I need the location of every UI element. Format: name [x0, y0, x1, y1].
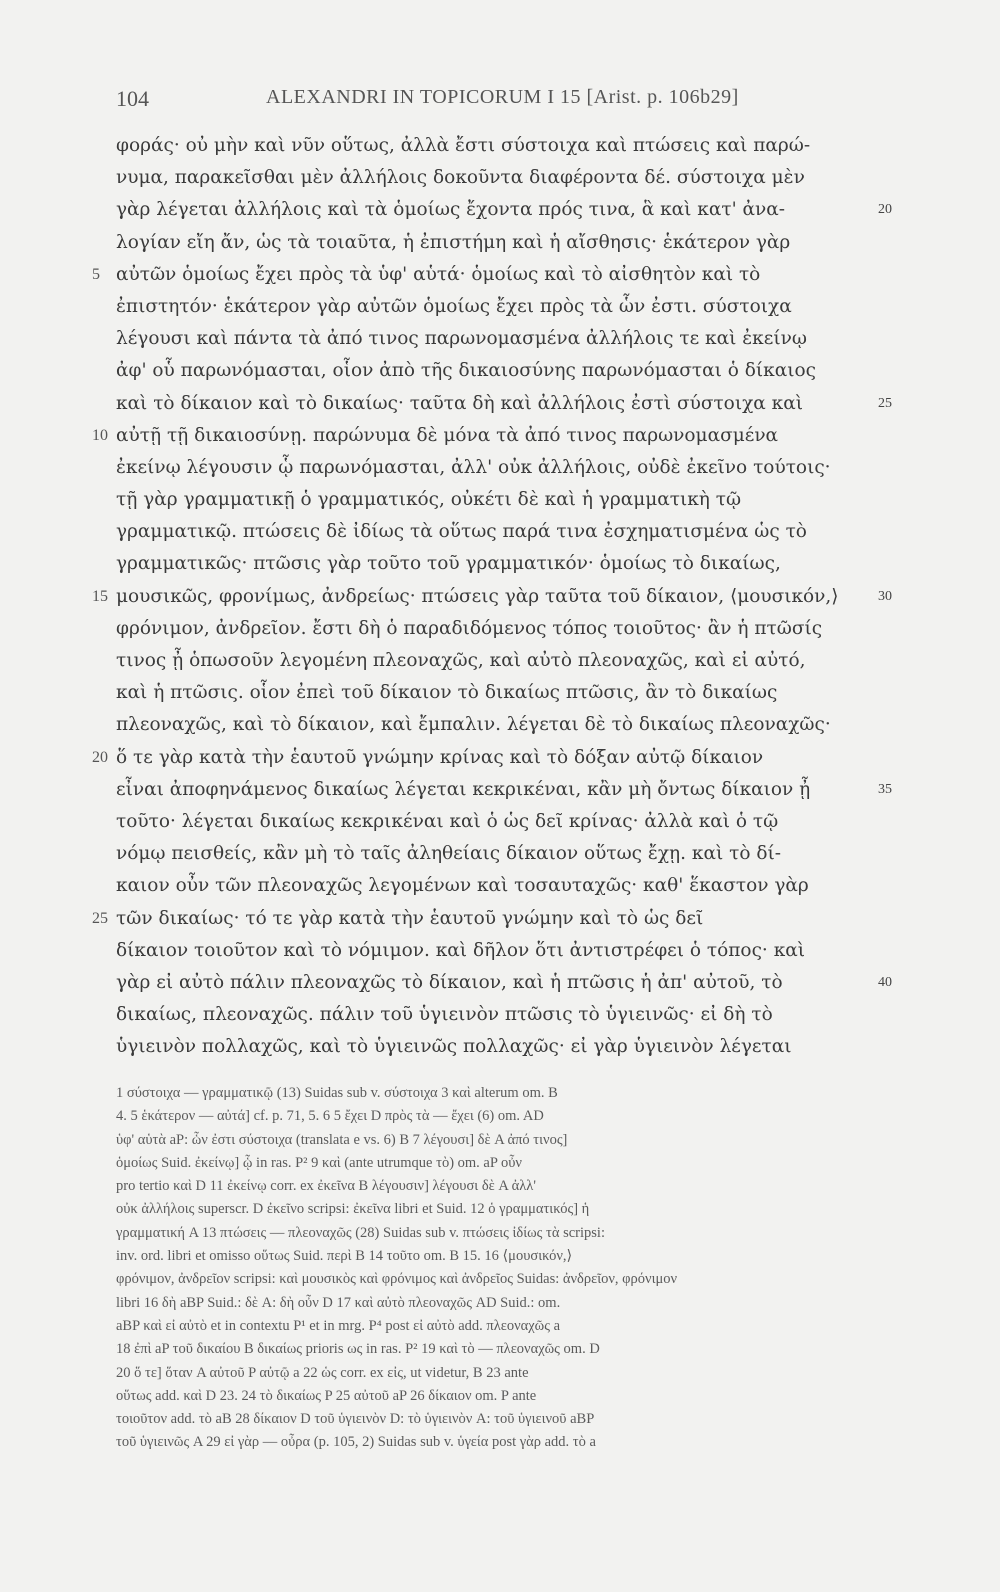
apparatus-line: τοιοῦτον add. τὸ aB 28 δίκαιον D τοῦ ὑγιεινὸν D: τὸ ὑγιεινὸν A: τοῦ ὑγιεινοῦ aBP [116, 1411, 595, 1428]
line-number-left: 25 [92, 909, 108, 927]
apparatus-line: οὕτως add. καὶ D 23. 24 τὸ δικαίως P 25 αὐτοῦ aP 26 δίκαιον om. P ante [116, 1387, 537, 1404]
apparatus-line: ὁμοίως Suid. ἐκείνῳ] ᾧ in ras. P² 9 καὶ (ante utrumque τὸ) om. aP οὖν [116, 1154, 522, 1171]
text-line [116, 806, 916, 838]
line-text: γραμματικῶς· πτῶσις γὰρ τοῦτο τοῦ γραμματικόν· ὁμοίως τὸ δικαίως, [116, 553, 781, 575]
page-header [116, 80, 896, 120]
line-number-right: 40 [878, 974, 892, 990]
apparatus-line: οὐκ ἀλλήλοις superscr. D ἐκεῖνο scripsi: ἐκεῖνα libri et Suid. 12 ὁ γραμματικός] ἡ [116, 1201, 590, 1218]
text-line [116, 291, 916, 323]
line-number-right: 20 [878, 202, 892, 218]
text-line [116, 516, 916, 548]
line-text: ἐκείνῳ λέγουσιν ᾧ παρωνόμασται, ἀλλ' οὐκ ἀλλήλοις, οὐδὲ ἐκεῖνο τούτοις· [116, 456, 831, 478]
line-text: δικαίως, πλεοναχῶς. πάλιν τοῦ ὑγιεινὸν πτῶσις τὸ ὑγιεινῶς· εἰ δὴ τὸ [116, 1004, 773, 1026]
line-text: λογίαν εἴη ἄν, ὡς τὰ τοιαῦτα, ἡ ἐπιστήμη καὶ ἡ αἴσθησις· ἑκάτερον γὰρ [116, 231, 791, 253]
line-text: γραμματικῷ. πτώσεις δὲ ἰδίως τὰ οὕτως παρά τινα ἐσχηματισμένα ὡς τὸ [116, 521, 807, 543]
text-line [116, 130, 916, 162]
line-text: αὐτῶν ὁμοίως ἔχει πρὸς τὰ ὑφ' αὑτά· ὁμοίως καὶ τὸ αἰσθητὸν καὶ τὸ [116, 263, 761, 285]
text-line [116, 548, 916, 580]
text-line [116, 677, 916, 709]
line-text: γὰρ λέγεται ἀλλήλοις καὶ τὰ ὁμοίως ἔχοντα πρός τινα, ἃ καὶ κατ' ἀνα- [116, 199, 786, 221]
line-number-right: 30 [878, 588, 892, 604]
apparatus-line: φρόνιμον, ἀνδρεῖον scripsi: καὶ μουσικὸς καὶ φρόνιμος καὶ ἀνδρεῖος Suidas: ἀνδρεῖον, φρόνιμον [116, 1271, 678, 1288]
line-text: τοῦτο· λέγεται δικαίως κεκρικέναι καὶ ὁ ὡς δεῖ κρίνας· ἀλλὰ καὶ ὁ τῷ [116, 810, 779, 832]
line-text: φοράς· οὐ μὴν καὶ νῦν οὕτως, ἀλλὰ ἔστι σύστοιχα καὶ πτώσεις καὶ παρώ- [116, 135, 811, 156]
line-number-left: 15 [92, 587, 108, 605]
text-line [116, 774, 916, 806]
line-number-left: 20 [92, 748, 108, 766]
apparatus-line: 4. 5 ἑκάτερον — αὐτά] cf. p. 71, 5. 6 5 ἔχει D πρὸς τὰ — ἔχει (6) om. AD [116, 1108, 544, 1125]
apparatus-line: inv. ord. libri et omisso οὕτως Suid. περὶ B 14 τοῦτο om. B 15. 16 ⟨μουσικόν,⟩ [116, 1248, 573, 1265]
apparatus-line: libri 16 δὴ aBP Suid.: δὲ A: δὴ οὖν D 17 καὶ αὐτὸ πλεοναχῶς AD Suid.: om. [116, 1294, 561, 1311]
line-text: τῇ γὰρ γραμματικῇ ὁ γραμματικός, οὐκέτι δὲ καὶ ἡ γραμματικὴ τῷ [116, 489, 742, 511]
apparatus-line: 18 ἐπὶ aP τοῦ δικαίου B δικαίως prioris ως in ras. P² 19 καὶ τὸ — πλεοναχῶς om. D [116, 1341, 600, 1358]
text-line [116, 227, 916, 259]
text-line [116, 388, 916, 420]
text-line [116, 162, 916, 194]
line-text: νόμῳ πεισθείς, κἂν μὴ τὸ ταῖς ἀληθείαις δίκαιον οὕτως ἔχῃ. καὶ τὸ δί- [116, 843, 781, 865]
line-number-left: 10 [92, 426, 108, 444]
text-line [92, 742, 916, 774]
line-text: ὅ τε γὰρ κατὰ τὴν ἑαυτοῦ γνώμην κρίνας καὶ τὸ δόξαν αὐτῷ δίκαιον [116, 746, 764, 768]
text-line [116, 935, 916, 967]
running-title: ALEXANDRI IN TOPICORUM I 15 [Arist. p. 106b29] [266, 86, 739, 108]
apparatus-line: 1 σύστοιχα — γραμματικῷ (13) Suidas sub v. σύστοιχα 3 καὶ alterum om. B [116, 1085, 558, 1101]
text-line [116, 323, 916, 355]
apparatus-line: aBP καὶ εἰ αὐτὸ et in contextu P¹ et in mrg. P⁴ post εἰ αὐτὸ add. πλεοναχῶς a [116, 1317, 561, 1334]
apparatus-line: 20 ὅ τε] ὅταν A αὐτοῦ P αὐτῷ a 22 ὡς corr. ex εἰς, ut videtur, B 23 ante [116, 1364, 529, 1381]
page-number: 104 [116, 86, 149, 111]
text-line [92, 420, 916, 452]
text-line [92, 903, 916, 935]
line-text: αὐτῇ τῇ δικαιοσύνῃ. παρώνυμα δὲ μόνα τὰ ἀπό τινος παρωνομασμένα [116, 424, 779, 446]
line-text: καὶ τὸ δίκαιον καὶ τὸ δικαίως· ταῦτα δὴ καὶ ἀλλήλοις ἐστὶ σύστοιχα καὶ [116, 392, 803, 414]
text-line [116, 645, 916, 677]
line-text: καιον οὖν τῶν πλεοναχῶς λεγομένων καὶ τοσαυταχῶς· καθ' ἕκαστον γὰρ [116, 875, 809, 897]
line-text: ἐπιστητόν· ἑκάτερον γὰρ αὐτῶν ὁμοίως ἔχει πρὸς τὰ ὧν ἐστι. σύστοιχα [116, 295, 792, 317]
line-text: δίκαιον τοιοῦτον καὶ τὸ νόμιμον. καὶ δῆλον ὅτι ἀντιστρέφει ὁ τόπος· καὶ [116, 939, 805, 961]
text-line [116, 999, 916, 1031]
text-line [116, 355, 916, 387]
text-line [116, 709, 916, 741]
apparatus-line: τοῦ ὑγιεινῶς A 29 εἰ γὰρ — οὖρα (p. 105, 2) Suidas sub v. ὑγεία post γὰρ add. τὸ a [116, 1434, 596, 1451]
text-line [116, 870, 916, 902]
line-text: καὶ ἡ πτῶσις. οἷον ἐπεὶ τοῦ δίκαιον τὸ δικαίως πτῶσις, ἂν τὸ δικαίως [116, 682, 778, 704]
line-text: φρόνιμον, ἀνδρεῖον. ἔστι δὴ ὁ παραδιδόμενος τόπος τοιοῦτος· ἂν ἡ πτῶσίς [116, 617, 823, 639]
text-line [116, 838, 916, 870]
text-line [116, 1031, 916, 1063]
text-line [116, 967, 916, 999]
apparatus-line: ὑφ' αὑτὰ aP: ὧν ἐστι σύστοιχα (translata e vs. 6) B 7 λέγουσι] δὲ A ἀπό τινος] [116, 1131, 568, 1148]
apparatus-line: γραμματική A 13 πτώσεις — πλεοναχῶς (28) Suidas sub v. πτώσεις ἰδίως τὰ scripsi: [116, 1224, 605, 1241]
line-number-right: 35 [878, 781, 892, 797]
line-text: λέγουσι καὶ πάντα τὰ ἀπό τινος παρωνομασμένα ἀλλήλοις τε καὶ ἐκείνῳ [116, 328, 807, 350]
line-text: ἀφ' οὗ παρωνόμασται, οἷον ἀπὸ τῆς δικαιοσύνης παρωνόμασται ὁ δίκαιος [116, 360, 816, 382]
line-number-left: 5 [92, 265, 100, 283]
line-number-right: 25 [878, 395, 892, 411]
critical-apparatus [116, 1082, 926, 1455]
text-line [116, 194, 916, 226]
line-text: ὑγιεινὸν πολλαχῶς, καὶ τὸ ὑγιεινῶς πολλαχῶς· εἰ γὰρ ὑγιεινὸν λέγεται [116, 1036, 792, 1058]
line-text: μουσικῶς, φρονίμως, ἀνδρείως· πτώσεις γὰρ ταῦτα τοῦ δίκαιον, ⟨μουσικόν,⟩ [116, 585, 839, 607]
apparatus-line: pro tertio καὶ D 11 ἐκείνῳ corr. ex ἐκεῖνα B λέγουσιν] λέγουσι δὲ A ἀλλ' [116, 1178, 536, 1195]
text-line [92, 581, 916, 613]
text-line [92, 259, 916, 291]
line-text: πλεοναχῶς, καὶ τὸ δίκαιον, καὶ ἔμπαλιν. λέγεται δὲ τὸ δικαίως πλεοναχῶς· [116, 714, 831, 736]
text-line [116, 484, 916, 516]
text-line [116, 452, 916, 484]
main-text-column [92, 130, 916, 1063]
line-text: νυμα, παρακεῖσθαι μὲν ἀλλήλοις δοκοῦντα διαφέροντα δέ. σύστοιχα μὲν [116, 167, 805, 189]
line-text: τινος ᾖ ὁπωσοῦν λεγομένη πλεοναχῶς, καὶ αὐτὸ πλεοναχῶς, καὶ εἰ αὐτό, [116, 650, 806, 671]
line-text: εἶναι ἀποφηνάμενος δικαίως λέγεται κεκρικέναι, κἂν μὴ ὄντως δίκαιον ᾖ [116, 778, 811, 800]
text-line [116, 613, 916, 645]
line-text: τῶν δικαίως· τό τε γὰρ κατὰ τὴν ἑαυτοῦ γνώμην καὶ τὸ ὡς δεῖ [116, 907, 704, 929]
line-text: γὰρ εἰ αὐτὸ πάλιν πλεοναχῶς τὸ δίκαιον, καὶ ἡ πτῶσις ἡ ἀπ' αὐτοῦ, τὸ [116, 971, 783, 993]
